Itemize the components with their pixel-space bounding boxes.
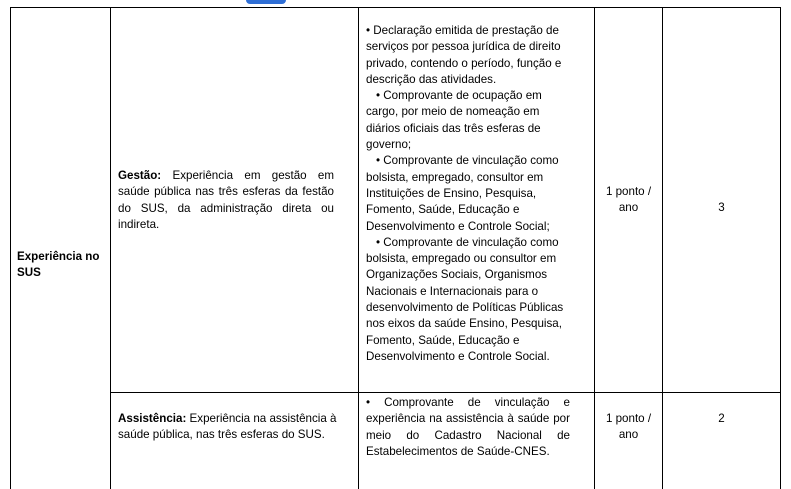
row-assistencia-document-1: • Comprovante de vinculação e experiência na assistência à saúde por meio do Cadastro Nacional de Estabelecimentos de Saúde-CNES. — [366, 396, 570, 458]
row-assistencia-points-cell — [595, 411, 662, 444]
row-gestao-description-cell — [118, 168, 334, 233]
table-right-border — [780, 7, 781, 489]
row-assistencia-description-cell — [118, 411, 342, 444]
row-gestao-max: 3 — [718, 201, 725, 214]
row-gestao-description: Experiência em gestão em saúde pública nas três esferas da festão do SUS, da administração direta ou indireta. — [118, 169, 334, 231]
row-assistencia-points: 1 ponto / ano — [605, 412, 652, 442]
row-assistencia-description: Experiência na assistência à saúde pública, nas três esferas do SUS. — [118, 412, 337, 442]
row-gestao-title: Gestão: — [118, 169, 162, 182]
col-divider-2 — [358, 7, 359, 489]
table-top-border — [10, 7, 781, 8]
row-assistencia-max-cell — [663, 411, 780, 427]
category-cell — [17, 249, 103, 282]
col-divider-1 — [110, 7, 111, 489]
row-gestao-document-2: • Comprovante de ocupação em cargo, por meio de nomeação em diários oficiais das três esferas de governo; — [366, 89, 542, 152]
row-gestao-points: 1 ponto / ano — [605, 185, 652, 215]
row-gestao-max-cell — [663, 200, 780, 216]
row-gestao-document-3: • Comprovante de vinculação como bolsista, empregado, consultor em Instituições de Ensino, Pesquisa, Fomento, Saúde, Educação e Desenvolvimento e Controle Social; — [366, 154, 559, 233]
table-left-border — [10, 7, 11, 489]
row-gestao-documents-cell — [366, 23, 576, 365]
row-divider — [110, 392, 781, 393]
row-gestao-document-4: • Comprovante de vinculação como bolsista, empregado ou consultor em Organizações Sociais, Organismos Nacionais e Internacionais para o desenvolvimento de Políticas Públicas nos eixos da saúde Ensino, Pesquisa, Fomento, Saúde, Educação e Desenvolvimento e Controle Social. — [366, 235, 564, 363]
row-assistencia-title: Assistência: — [118, 412, 187, 425]
row-assistencia-documents-cell — [366, 395, 570, 460]
category-label: Experiência no SUS — [17, 250, 100, 280]
row-assistencia-max: 2 — [718, 412, 725, 425]
row-gestao-points-cell — [595, 184, 662, 217]
row-gestao-document-1: • Declaração emitida de prestação de serviços por pessoa jurídica de direito privado, contendo o período, função e descrição das atividades. — [366, 24, 562, 86]
top-decoration — [246, 0, 286, 4]
